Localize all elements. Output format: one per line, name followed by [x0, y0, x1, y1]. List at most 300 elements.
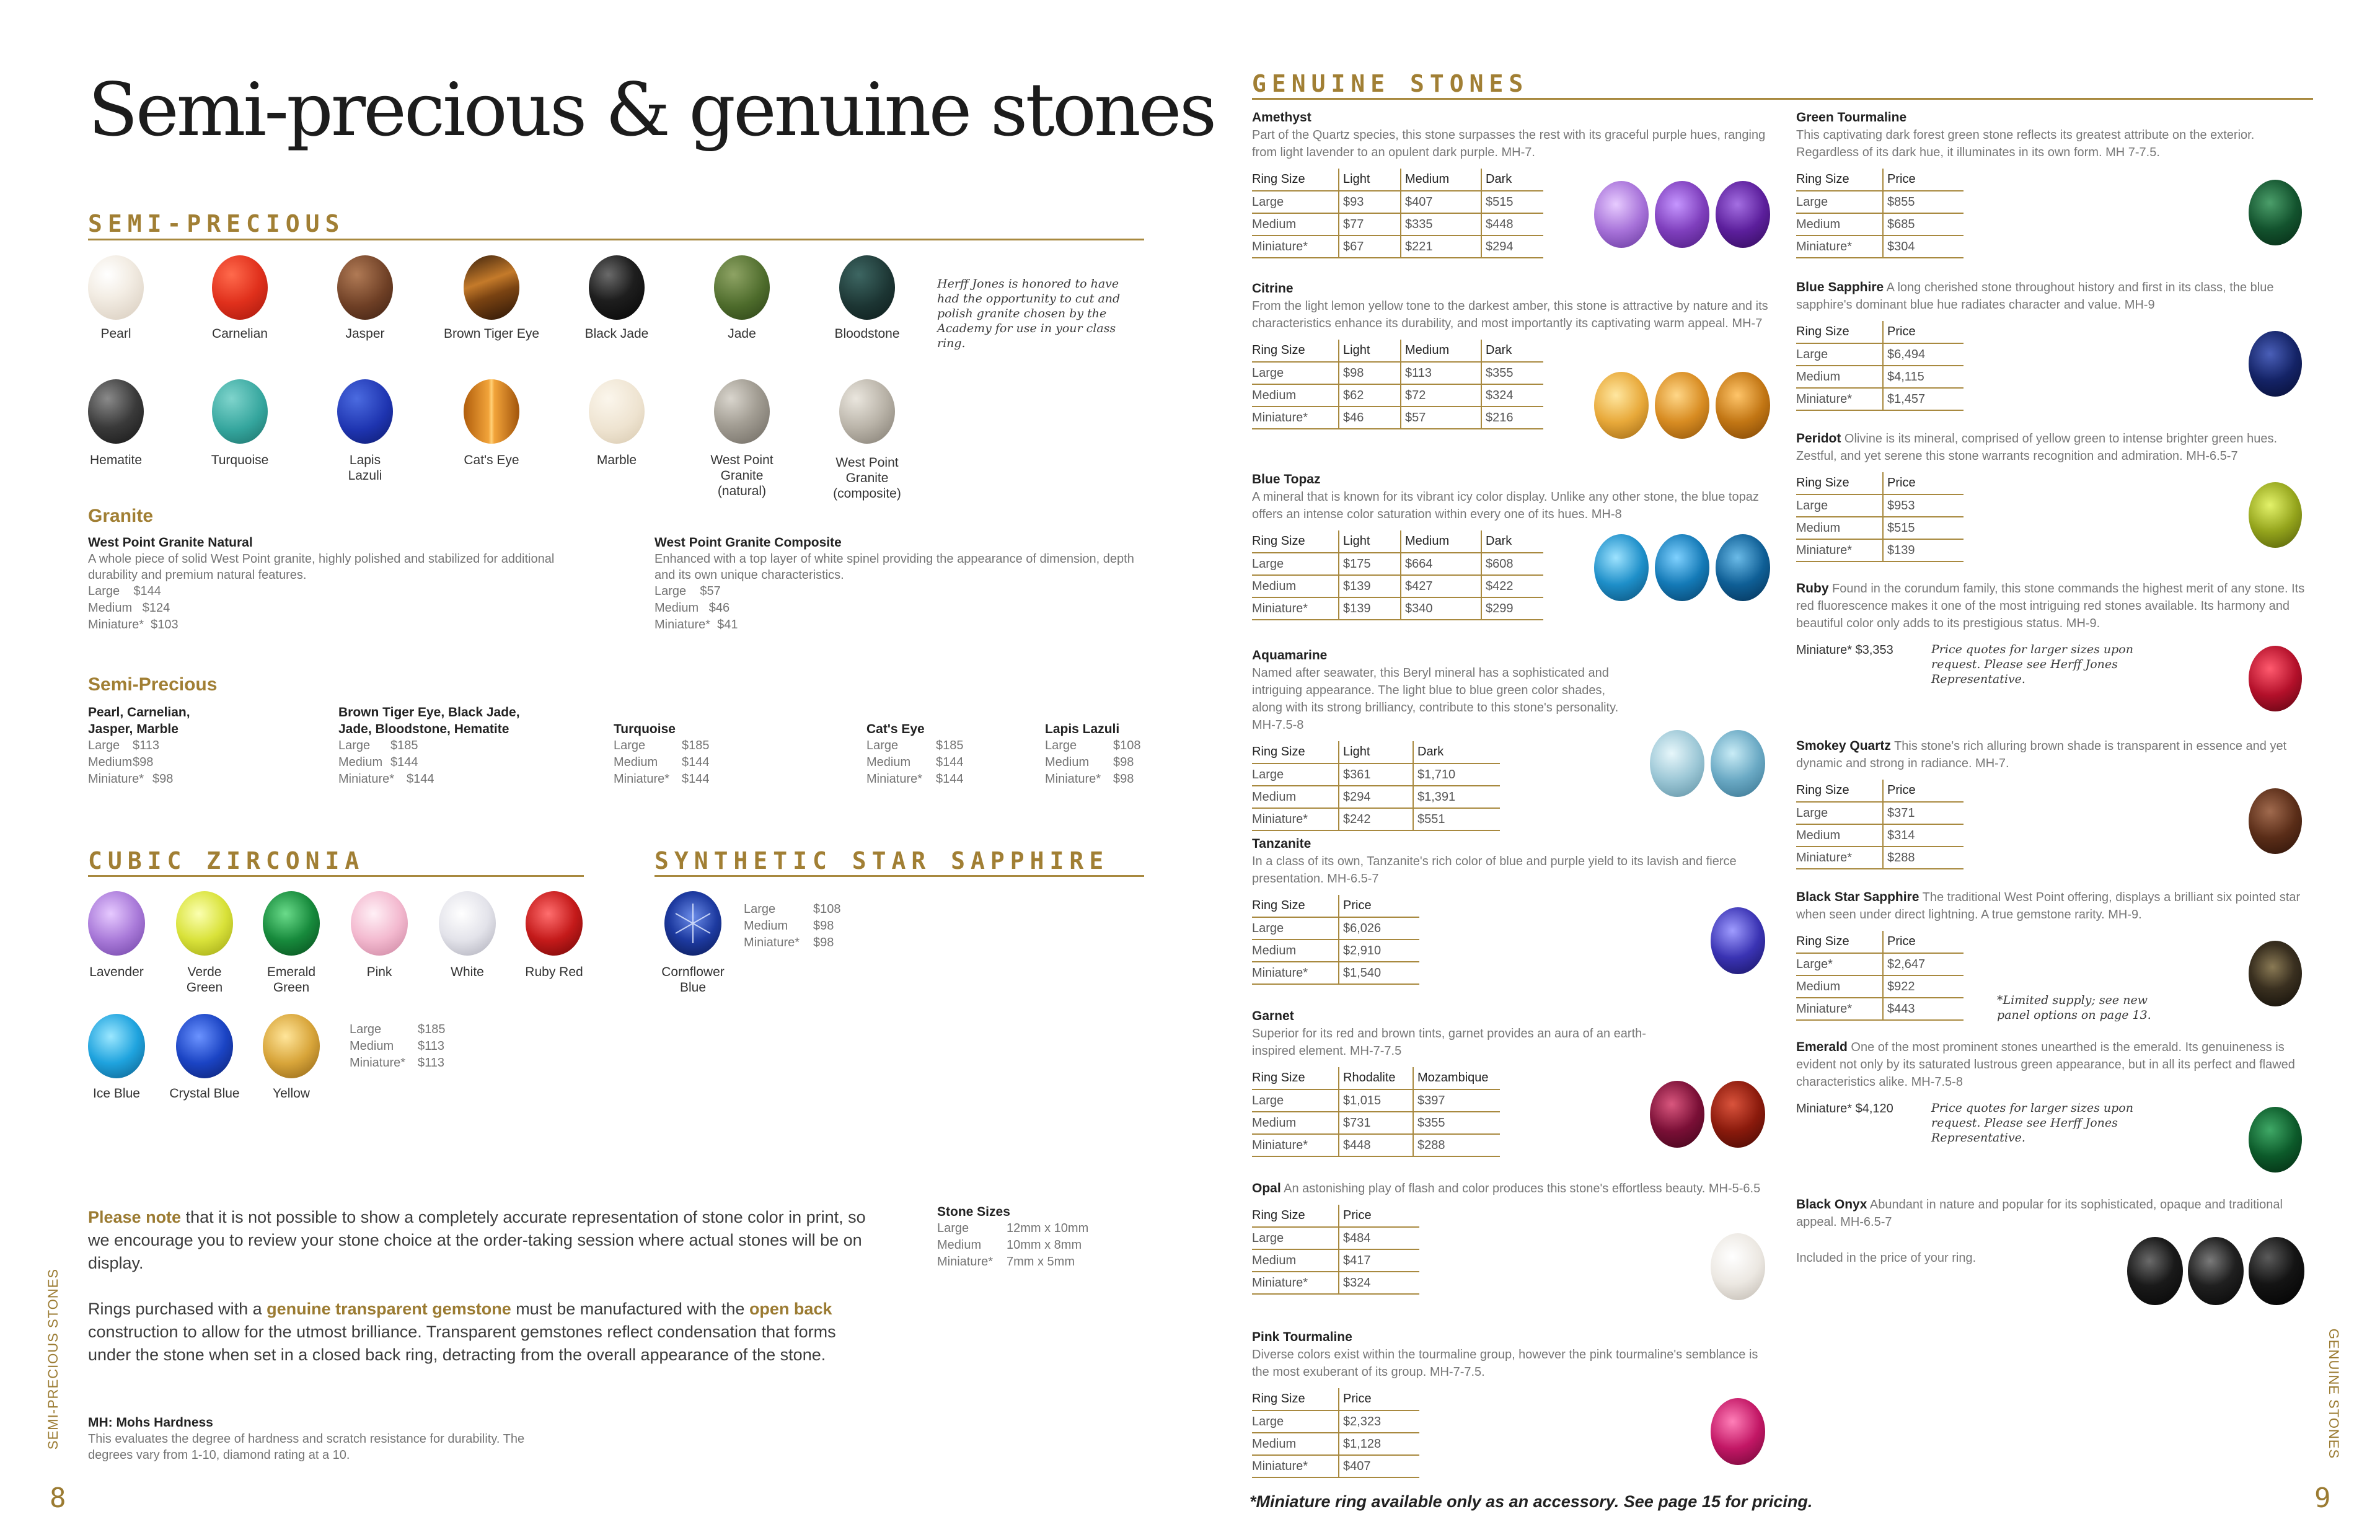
- price-table-header-cell: Medium: [1401, 340, 1481, 362]
- price-table-row: [1252, 962, 1419, 984]
- lapis-lazuli-stone: [337, 379, 393, 444]
- price-table-row: [1796, 975, 1963, 998]
- price-table-row: [1252, 1272, 1419, 1294]
- price-table-cell: $407: [1401, 191, 1481, 213]
- price-table-row: [1796, 802, 1963, 824]
- price-table-cell: Medium: [1796, 824, 1883, 847]
- price-table-cell: $2,647: [1883, 953, 1963, 975]
- price-group-cats-eye: Cat's Eye Large $185 Medium $144 Miniature* $144: [866, 721, 990, 788]
- price-group-name: Turquoise: [614, 722, 676, 736]
- synthetic-star-sapphire-rule: [654, 875, 1144, 877]
- price-table-cell: $324: [1339, 1272, 1419, 1294]
- stone-label-cats-eye: Cat's Eye: [464, 453, 519, 467]
- emerald-gem: [2249, 1107, 2302, 1173]
- price-table-cell: $304: [1883, 235, 1963, 258]
- price-table-header: [1796, 321, 1963, 343]
- price-table-header: [1796, 472, 1963, 495]
- price-table-cell: $288: [1883, 847, 1963, 869]
- stone-label-lapis-lazuli: Lapis Lazuli: [348, 453, 382, 483]
- price-table-cell: Miniature*: [1252, 597, 1339, 620]
- black-onyx-faceted-gem-2: [2188, 1237, 2244, 1305]
- price-table-cell: Miniature*: [1796, 388, 1883, 410]
- price-table-header-cell: Ring Size: [1796, 321, 1883, 343]
- price-table-cell: Miniature*: [1252, 1272, 1339, 1294]
- amethyst-dark-gem: [1716, 181, 1770, 248]
- amethyst-light-gem: [1594, 181, 1649, 248]
- granite-natural-desc: A whole piece of solid West Point granite, highly polished and stabilized for additional durability and premium natural features.: [88, 552, 555, 582]
- price-table-header: [1252, 1067, 1500, 1089]
- granite-natural-medium: Medium $124: [88, 601, 170, 615]
- price-table-cell: $1,128: [1339, 1433, 1419, 1455]
- green-tourmaline-block: [1796, 109, 2317, 258]
- cz-label-white: White: [451, 965, 484, 979]
- price-table-cell: $62: [1339, 384, 1401, 407]
- color-accuracy-note: Please note that it is not possible to show a completely accurate representation of stone color in print, so we encourage you to review your stone choice at the order-taking session where actual stones will be on display.: [88, 1208, 866, 1272]
- opal-price-table: [1252, 1205, 1419, 1295]
- price-table-cell: $57: [1401, 407, 1481, 429]
- granite-natural-block: [88, 534, 571, 633]
- price-table-cell: $371: [1883, 802, 1963, 824]
- granite-composite-desc: Enhanced with a top layer of white spinel providing the appearance of dimension, depth and its own unique characteristics.: [654, 552, 1134, 582]
- price-table-cell: $551: [1413, 808, 1500, 830]
- price-table-cell: Medium: [1796, 975, 1883, 998]
- aquamarine-light-gem: [1650, 730, 1704, 797]
- price-table-row: [1252, 1089, 1500, 1112]
- price-table-cell: $664: [1401, 553, 1481, 575]
- cz-label-pink: Pink: [366, 965, 392, 979]
- ruby-block: [1796, 580, 2317, 686]
- price-table-cell: $2,910: [1339, 939, 1419, 962]
- price-table-row: [1252, 1227, 1419, 1249]
- price-table-row: [1252, 1249, 1419, 1272]
- price-table-row: [1796, 388, 1963, 410]
- price-table-header-cell: Ring Size: [1252, 340, 1339, 362]
- page-title: Semi-precious & genuine stones: [88, 67, 1215, 152]
- cubic-zirconia-heading: CUBIC ZIRCONIA: [88, 847, 365, 874]
- price-table-cell: $922: [1883, 975, 1963, 998]
- price-table-header-cell: Light: [1339, 530, 1401, 553]
- pink-cz: [351, 891, 408, 956]
- smokey-quartz-gem: [2249, 788, 2302, 854]
- cz-prices: Large $185 Medium $113 Miniature* $113: [350, 1023, 446, 1070]
- price-table-cell: $515: [1883, 517, 1963, 539]
- price-table-header-cell: Ring Size: [1252, 1205, 1339, 1227]
- mohs-desc: This evaluates the degree of hardness and scratch resistance for durability. The degrees vary from 1-10, diamond rating at a 10.: [88, 1432, 525, 1462]
- aquamarine-price-table: [1252, 741, 1500, 831]
- price-table-cell: $407: [1339, 1455, 1419, 1477]
- granite-natural-mini: Miniature* $103: [88, 618, 178, 631]
- emerald-miniature-price: Miniature* $4,120: [1796, 1102, 1893, 1115]
- price-table-row: [1796, 366, 1963, 388]
- cz-label-yellow: Yellow: [273, 1086, 310, 1101]
- cornflower-blue-stone: [664, 891, 721, 956]
- stone-sizes-title: Stone Sizes: [937, 1205, 1010, 1219]
- blue-topaz-name: Blue Topaz: [1252, 472, 1321, 486]
- ruby-miniature-price: Miniature* $3,353: [1796, 643, 1893, 657]
- black-onyx-faceted-gem-1: [2127, 1237, 2183, 1305]
- emerald-green-cz: [263, 891, 320, 956]
- price-table-header-cell: Ring Size: [1796, 169, 1883, 191]
- stone-label-granite-composite: West Point Granite (composite): [833, 455, 901, 501]
- price-table-row: [1252, 191, 1543, 213]
- price-table-header-cell: Price: [1883, 780, 1963, 802]
- price-table-header-cell: Ring Size: [1796, 780, 1883, 802]
- price-table-row: [1252, 939, 1419, 962]
- price-table-header-cell: Price: [1883, 931, 1963, 953]
- left-side-label: SEMI-PRECIOUS STONES: [45, 1268, 61, 1450]
- price-table-row: [1252, 362, 1543, 384]
- price-table-cell: Large: [1796, 191, 1883, 213]
- stone-label-pearl: Pearl: [100, 327, 131, 341]
- price-table-row: [1252, 575, 1543, 597]
- price-table-cell: $340: [1401, 597, 1481, 620]
- pink-tourmaline-gem: [1711, 1398, 1765, 1465]
- crystal-blue-cz: [176, 1014, 233, 1078]
- price-table-cell: $1,015: [1339, 1089, 1413, 1112]
- price-table-header: [1252, 169, 1543, 191]
- ruby-red-cz: [526, 891, 583, 956]
- black-onyx-name: Black Onyx: [1796, 1197, 1867, 1212]
- peridot-desc: Olivine is its mineral, comprised of yellow green to intense brighter green hues. Zestful, and yet serene this stone warrants recognition and admiration. MH-6.5-7: [1796, 432, 2278, 463]
- garnet-mozambique-gem: [1711, 1081, 1765, 1148]
- tanzanite-name: Tanzanite: [1252, 837, 1311, 851]
- price-table-header-cell: Light: [1339, 169, 1401, 191]
- price-table-header-cell: Ring Size: [1796, 931, 1883, 953]
- price-table-cell: Miniature*: [1796, 998, 1883, 1020]
- opal-block: [1252, 1180, 1785, 1295]
- granite-natural-name: West Point Granite Natural: [88, 535, 253, 550]
- price-table-cell: $608: [1481, 553, 1543, 575]
- smokey-quartz-price-table: [1796, 780, 1963, 869]
- price-table-cell: $314: [1883, 824, 1963, 847]
- price-table-cell: $139: [1883, 539, 1963, 561]
- black-onyx-included: Included in the price of your ring.: [1796, 1251, 1977, 1265]
- tanzanite-block: [1252, 835, 1785, 985]
- price-table-header-cell: Dark: [1481, 340, 1543, 362]
- price-group-tiger-eye: Brown Tiger Eye, Black Jade, Jade, Bloodstone, Hematite Large $185 Medium $144 Miniature* $144: [338, 704, 543, 788]
- black-jade-stone: [589, 255, 645, 320]
- price-table-cell: $685: [1883, 213, 1963, 235]
- price-table-row: [1252, 213, 1543, 235]
- price-table-header-cell: Price: [1883, 321, 1963, 343]
- price-table-row: [1252, 553, 1543, 575]
- price-table-cell: $67: [1339, 235, 1401, 258]
- price-table-cell: Medium: [1252, 575, 1339, 597]
- price-table-header-cell: Light: [1339, 340, 1401, 362]
- blue-sapphire-desc: A long cherished stone throughout history and first in its class, the blue sapphire's dominant blue hue radiates character and value. MH-9: [1796, 281, 2274, 312]
- cz-label-crystal-blue: Crystal Blue: [169, 1086, 240, 1101]
- green-tourmaline-desc: This captivating dark forest green stone reflects its greatest attribute on the exterior. Regardless of its dark hue, it illuminates in its own form. MH 7-7.5.: [1796, 128, 2255, 159]
- price-table-cell: Miniature*: [1796, 847, 1883, 869]
- price-table-row: [1796, 343, 1963, 366]
- price-table-cell: $6,494: [1883, 343, 1963, 366]
- price-table-cell: $515: [1481, 191, 1543, 213]
- price-table-cell: $731: [1339, 1112, 1413, 1134]
- ice-blue-cz: [88, 1014, 145, 1078]
- price-table-header-cell: Mozambique: [1413, 1067, 1500, 1089]
- ruby-gem: [2249, 646, 2302, 711]
- hematite-stone: [88, 379, 144, 444]
- price-table-header: [1796, 931, 1963, 953]
- price-table-cell: Miniature*: [1796, 235, 1883, 258]
- price-table-cell: $355: [1481, 362, 1543, 384]
- aquamarine-desc: Named after seawater, this Beryl mineral has a sophisticated and intriguing appearance. The light blue to blue green color shades, along with its strong brilliancy, contribute to this stone's personality. MH-7.5-8: [1252, 666, 1619, 732]
- price-group-lapis: Lapis Lazuli Large $108 Medium $98 Miniature* $98: [1045, 721, 1157, 788]
- stone-label-marble: Marble: [596, 453, 637, 467]
- price-table-cell: $299: [1481, 597, 1543, 620]
- blue-topaz-medium-gem: [1655, 534, 1709, 601]
- price-table-cell: Large: [1252, 917, 1339, 939]
- blue-sapphire-price-table: [1796, 321, 1963, 411]
- price-table-header-cell: Medium: [1401, 530, 1481, 553]
- pink-tourmaline-block: [1252, 1329, 1785, 1478]
- granite-composite-medium: Medium $46: [654, 601, 730, 615]
- tanzanite-price-table: [1252, 895, 1419, 985]
- stone-label-jade: Jade: [728, 327, 756, 341]
- price-table-cell: Large: [1252, 362, 1339, 384]
- price-table-cell: $1,540: [1339, 962, 1419, 984]
- semi-precious-rule: [88, 239, 1144, 240]
- price-table-cell: Medium: [1252, 786, 1339, 808]
- citrine-price-table: [1252, 340, 1543, 429]
- price-table-cell: Miniature*: [1796, 539, 1883, 561]
- price-table-header-cell: Medium: [1401, 169, 1481, 191]
- price-table-row: [1796, 213, 1963, 235]
- amethyst-desc: Part of the Quartz species, this stone surpasses the rest with its graceful purple hues, ranging from light lavender to an opulent dark purple. MH-7.: [1252, 128, 1766, 159]
- price-table-cell: Large: [1252, 553, 1339, 575]
- price-table-cell: $113: [1401, 362, 1481, 384]
- price-table-header: [1796, 169, 1963, 191]
- sss-prices: Large $108 Medium $98 Miniature* $98: [744, 902, 841, 949]
- granite-natural-large: Large $144: [88, 584, 161, 598]
- smokey-quartz-name: Smokey Quartz: [1796, 739, 1891, 753]
- price-table-header-cell: Ring Size: [1252, 169, 1339, 191]
- garnet-block: [1252, 1008, 1785, 1157]
- price-table-cell: $422: [1481, 575, 1543, 597]
- price-table-cell: $855: [1883, 191, 1963, 213]
- jade-stone: [714, 255, 770, 320]
- pink-tourmaline-price-table: [1252, 1388, 1419, 1478]
- price-table-cell: Medium: [1252, 1249, 1339, 1272]
- price-table-cell: $448: [1339, 1134, 1413, 1156]
- stone-label-brown-tiger-eye: Brown Tiger Eye: [443, 327, 540, 341]
- green-tourmaline-price-table: [1796, 169, 1963, 258]
- cz-label-ice-blue: Ice Blue: [93, 1086, 140, 1101]
- granite-natural-stone: [714, 379, 770, 444]
- price-table-row: [1252, 1112, 1500, 1134]
- price-table-cell: Miniature*: [1252, 1134, 1339, 1156]
- price-table-cell: Miniature*: [1252, 808, 1339, 830]
- peridot-price-table: [1796, 472, 1963, 562]
- amethyst-price-table: [1252, 169, 1543, 258]
- price-table-cell: $953: [1883, 495, 1963, 517]
- carnelian-stone: [212, 255, 268, 320]
- price-table-cell: $448: [1481, 213, 1543, 235]
- price-table-row: [1252, 1455, 1419, 1477]
- price-group-name: Pearl, Carnelian, Jasper, Marble: [88, 705, 190, 736]
- green-tourmaline-name: Green Tourmaline: [1796, 110, 1907, 125]
- price-table-cell: Miniature*: [1252, 962, 1339, 984]
- price-table-row: [1252, 1134, 1500, 1156]
- marble-stone: [589, 379, 645, 444]
- price-table-cell: $98: [1339, 362, 1401, 384]
- tanzanite-desc: In a class of its own, Tanzanite's rich color of blue and purple yield to its lavish and fierce presentation. MH-6.5-7: [1252, 855, 1737, 886]
- price-table-header: [1252, 1205, 1419, 1227]
- turquoise-stone: [212, 379, 268, 444]
- price-table-row: [1252, 235, 1543, 258]
- citrine-light-gem: [1594, 372, 1649, 439]
- price-table-cell: $4,115: [1883, 366, 1963, 388]
- stone-label-granite-natural: West Point Granite (natural): [710, 453, 774, 498]
- black-star-sapphire-name: Black Star Sapphire: [1796, 890, 1919, 904]
- price-table-cell: Medium: [1252, 939, 1339, 962]
- peridot-name: Peridot: [1796, 431, 1841, 446]
- cz-label-ruby-red: Ruby Red: [525, 965, 583, 979]
- price-table-cell: $484: [1339, 1227, 1419, 1249]
- page-number-right: 9: [2314, 1482, 2331, 1514]
- opal-gem: [1711, 1233, 1765, 1300]
- citrine-desc: From the light lemon yellow tone to the darkest amber, this stone is attractive by nature and its characteristics enhance its durability, and most importantly its captivating warm appeal. MH-7: [1252, 299, 1768, 330]
- garnet-desc: Superior for its red and brown tints, garnet provides an aura of an earth-inspired element. MH-7-7.5: [1252, 1027, 1646, 1058]
- mohs-hardness-note: [88, 1414, 571, 1463]
- price-table-cell: $93: [1339, 191, 1401, 213]
- price-group-pearl: Pearl, Carnelian, Jasper, Marble Large $113 Medium$98 Miniature* $98: [88, 704, 237, 788]
- price-table-cell: $72: [1401, 384, 1481, 407]
- blue-sapphire-name: Blue Sapphire: [1796, 280, 1884, 294]
- price-group-name: Cat's Eye: [866, 722, 925, 736]
- peridot-gem: [2249, 482, 2302, 548]
- price-table-row: [1252, 1433, 1419, 1455]
- price-table-cell: Large: [1252, 1089, 1339, 1112]
- yellow-cz: [263, 1014, 320, 1078]
- price-table-header-cell: Ring Size: [1796, 472, 1883, 495]
- aquamarine-dark-gem: [1711, 730, 1765, 797]
- price-table-header-cell: Dark: [1413, 741, 1500, 763]
- black-onyx-desc: Abundant in nature and popular for its sophisticated, opaque and traditional appeal. MH-6.5-7: [1796, 1198, 2283, 1229]
- cubic-zirconia-rule: [88, 875, 584, 877]
- synthetic-star-sapphire-heading: SYNTHETIC STAR SAPPHIRE: [654, 847, 1109, 874]
- price-table-cell: Large: [1252, 1227, 1339, 1249]
- price-table-cell: Miniature*: [1252, 407, 1339, 429]
- genuine-stones-heading: GENUINE STONES: [1252, 70, 1529, 97]
- cz-label-emerald-green: Emerald Green: [267, 965, 316, 995]
- price-table-cell: $1,457: [1883, 388, 1963, 410]
- white-cz: [439, 891, 496, 956]
- price-table-cell: Large*: [1796, 953, 1883, 975]
- price-table-header: [1252, 895, 1419, 917]
- citrine-medium-gem: [1655, 372, 1709, 439]
- stone-label-jasper: Jasper: [345, 327, 385, 341]
- pink-tourmaline-desc: Diverse colors exist within the tourmaline group, however the pink tourmaline's semblance is the most exuberant of its group. MH-7-7.5.: [1252, 1348, 1758, 1379]
- herff-jones-granite-note: Herff Jones is honored to have had the opportunity to cut and polish granite chosen by the Academy for use in your class ring.: [937, 277, 1121, 350]
- amethyst-block: [1252, 109, 1785, 258]
- price-table-row: [1796, 953, 1963, 975]
- right-side-label: GENUINE STONES: [2326, 1328, 2342, 1459]
- black-star-sapphire-desc: The traditional West Point offering, displays a brilliant six pointed star when seen under direct lightning. A true gemstone rarity. MH-9.: [1796, 891, 2301, 922]
- opal-name: Opal: [1252, 1181, 1281, 1195]
- price-table-cell: Medium: [1252, 213, 1339, 235]
- granite-composite-large: Large $57: [654, 584, 721, 598]
- citrine-dark-gem: [1716, 372, 1770, 439]
- price-table-header-cell: Price: [1339, 1205, 1419, 1227]
- opal-desc: An astonishing play of flash and color produces this stone's effortless beauty. MH-5-6.5: [1280, 1182, 1761, 1195]
- garnet-price-table: [1252, 1067, 1500, 1157]
- granite-composite-name: West Point Granite Composite: [654, 535, 842, 550]
- blue-sapphire-gem: [2249, 331, 2302, 397]
- semi-precious-heading: SEMI-PRECIOUS: [88, 210, 345, 237]
- price-table-cell: $46: [1339, 407, 1401, 429]
- price-table-cell: $397: [1413, 1089, 1500, 1112]
- amethyst-medium-gem: [1655, 181, 1709, 248]
- garnet-name: Garnet: [1252, 1009, 1294, 1023]
- green-tourmaline-gem: [2249, 180, 2302, 245]
- garnet-rhodalite-gem: [1650, 1081, 1704, 1148]
- price-table-header-cell: Ring Size: [1252, 895, 1339, 917]
- price-table-cell: $6,026: [1339, 917, 1419, 939]
- ruby-name: Ruby: [1796, 581, 1829, 596]
- blue-topaz-dark-gem: [1716, 534, 1770, 601]
- price-group-turquoise: Turquoise Large $185 Medium $144 Miniature* $144: [614, 721, 750, 788]
- price-table-row: [1252, 384, 1543, 407]
- price-table-header-cell: Price: [1339, 895, 1419, 917]
- price-table-cell: Medium: [1796, 366, 1883, 388]
- price-table-cell: $335: [1401, 213, 1481, 235]
- pink-tourmaline-name: Pink Tourmaline: [1252, 1330, 1352, 1344]
- price-table-row: [1796, 235, 1963, 258]
- price-table-row: [1796, 517, 1963, 539]
- cz-label-verde-green: Verde Green: [186, 965, 223, 995]
- stone-label-carnelian: Carnelian: [212, 327, 268, 341]
- price-table-header-cell: Ring Size: [1252, 741, 1339, 763]
- price-group-name: Lapis Lazuli: [1045, 722, 1120, 736]
- open-back-note: Rings purchased with a genuine transparent gemstone must be manufactured with the open back construction to allow for the utmost brilliance. Transparent gemstones reflect condensation that forms under the stone when set in a closed back ring, detracting from the overall appearance of the stone.: [88, 1300, 836, 1364]
- blue-topaz-desc: A mineral that is known for its vibrant icy color display. Unlike any other stone, the blue topaz offers an intense color saturation within every one of its hues. MH-8: [1252, 490, 1759, 521]
- price-table-row: [1796, 539, 1963, 561]
- stone-sizes: Stone Sizes Large 12mm x 10mm Medium 10mm x 8mm Miniature* 7mm x 5mm: [937, 1203, 1148, 1270]
- price-table-row: [1252, 808, 1500, 830]
- black-star-sapphire-gem: [2249, 941, 2302, 1006]
- price-table-header-cell: Price: [1883, 169, 1963, 191]
- price-table-cell: $294: [1339, 786, 1413, 808]
- price-table-cell: Large: [1796, 495, 1883, 517]
- blue-topaz-price-table: [1252, 530, 1543, 620]
- price-table-cell: $139: [1339, 575, 1401, 597]
- genuine-stones-rule: [1252, 98, 2313, 100]
- price-table-cell: Medium: [1796, 517, 1883, 539]
- cornflower-blue-label: Cornflower Blue: [661, 965, 725, 995]
- price-table-cell: Miniature*: [1252, 1455, 1339, 1477]
- page-number-left: 8: [50, 1482, 66, 1514]
- price-table-header-cell: Dark: [1481, 169, 1543, 191]
- price-table-row: [1796, 191, 1963, 213]
- aquamarine-name: Aquamarine: [1252, 648, 1328, 662]
- price-table-row: [1796, 495, 1963, 517]
- verde-green-cz: [176, 891, 233, 956]
- smokey-quartz-block: [1796, 737, 2317, 869]
- price-table-header: [1252, 340, 1543, 362]
- tanzanite-gem: [1711, 907, 1765, 974]
- emerald-name: Emerald: [1796, 1040, 1848, 1054]
- miniature-footnote: *Miniature ring available only as an accessory. See page 15 for pricing.: [1250, 1492, 1813, 1511]
- granite-heading: Granite: [88, 506, 154, 526]
- price-table-cell: $294: [1481, 235, 1543, 258]
- blue-topaz-light-gem: [1594, 534, 1649, 601]
- bloodstone-stone: [839, 255, 895, 320]
- price-table-cell: $221: [1401, 235, 1481, 258]
- limited-supply-note: *Limited supply; see new panel options on page 13.: [1997, 993, 2151, 1022]
- price-table-cell: $288: [1413, 1134, 1500, 1156]
- granite-composite-block: [654, 534, 1150, 633]
